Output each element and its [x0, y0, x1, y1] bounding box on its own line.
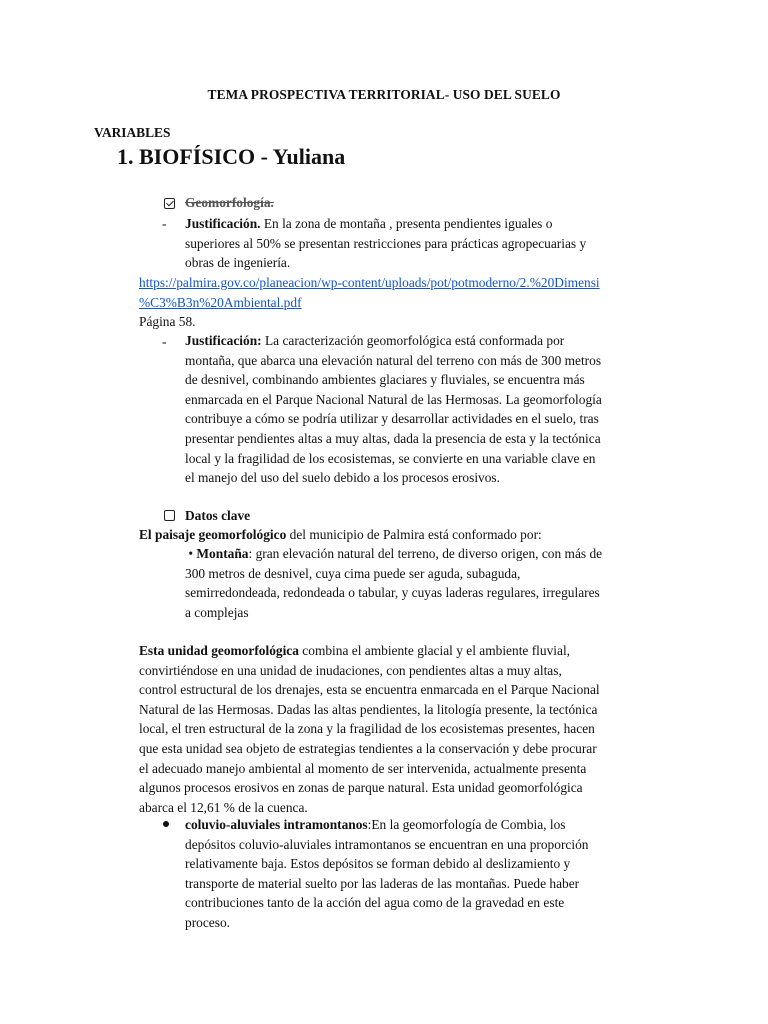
montana-line: semirredondeada, redondeada o tabular, y cuyas laderas regulares, irregulares — [185, 585, 600, 601]
source-link[interactable] — [139, 273, 699, 312]
coluvio-line: transporte de material suelto por las laderas de las montañas. Puede haber — [185, 875, 580, 891]
unidad-line: Natural de las Hermosas. Dadas las altas pendientes, la litología presente, la tectónica — [139, 701, 598, 717]
montana-bold: Montaña — [196, 546, 249, 561]
justificacion-2-line: contribuye a cómo se podría utilizar y desarrollar actividades en el suelo, tras — [185, 411, 599, 427]
justificacion-1-label: Justificación. — [185, 216, 261, 231]
montana-line: : gran elevación natural del terreno, de diverso origen, con más de — [248, 546, 603, 561]
coluvio-line: proceso. — [185, 914, 230, 930]
unidad-line: control estructural de los drenajes, esta se encuentra enmarcada en el Parque Nacional — [139, 682, 600, 698]
unidad-line: convirtiéndose en una unidad de inudaciones, con pendientes altas a muy altas, — [139, 662, 562, 678]
unidad-line: local, el tren estructural de la zona y la fragilidad de los ecosistemas presentes, hacen — [139, 721, 595, 737]
dash-bullet: - — [162, 216, 167, 231]
coluvio-line: contribuciones tanto de la acción del agua como de la gravedad en este — [185, 895, 565, 911]
coluvio-line: relativamente baja. Estos depósitos se forman debido al deslizamiento y — [185, 856, 571, 872]
justificacion-2-line: de desnivel, combinando ambientes glaciares y fluviales, se encuentra más — [185, 372, 585, 388]
checkbox-checked-icon[interactable] — [164, 198, 175, 209]
justificacion-1-line: superiores al 50% se presentan restricciones para prácticas agropecuarias y — [185, 235, 587, 251]
variables-label: VARIABLES — [94, 125, 171, 140]
unidad-line: que esta unidad sea objeto de estrategias tendientes a la conservación y debe procurar — [139, 740, 597, 756]
datos-clave-item: Datos clave — [185, 508, 251, 523]
page-reference: Página 58. — [139, 314, 196, 329]
geomorfologia-item: Geomorfología. — [185, 195, 274, 210]
dash-bullet: - — [162, 334, 167, 349]
montana-line: a complejas — [185, 604, 249, 620]
justificacion-2-line: montaña, que abarca una elevación natural del terreno con más de 300 metros — [185, 352, 602, 368]
unidad-line: algunos procesos erosivos en zonas de parque natural. Esta unidad geomorfológica — [139, 780, 583, 796]
section-heading: 1. BIOFÍSICO - Yuliana — [117, 144, 346, 169]
justificacion-2-line: local y la fragilidad de los ecosistemas, se convierte en una variable clave en — [185, 450, 596, 466]
montana-bullet: • — [188, 546, 197, 561]
paisaje-bold: El paisaje geomorfológico — [139, 527, 287, 542]
coluvio-line: depósitos coluvio-aluviales intramontanos se encuentran en una proporción — [185, 836, 589, 852]
justificacion-2 — [185, 331, 685, 488]
unidad-line: el adecuado manejo ambiental al momento de ser intervenida, actualmente presenta — [139, 760, 587, 776]
justificacion-1 — [185, 214, 685, 273]
unidad-bold: Esta unidad geomorfológica — [139, 643, 299, 658]
justificacion-1-line: obras de ingeniería. — [185, 255, 291, 271]
coluvio-line: :En la geomorfología de Combia, los — [367, 817, 566, 832]
unidad-line: abarca el 12,61 % de la cuenca. — [139, 799, 308, 815]
unidad-paragraph — [139, 641, 699, 817]
justificacion-2-line: el manejo del uso del suelo debido a los procesos erosivos. — [185, 470, 500, 486]
montana-paragraph — [185, 544, 685, 622]
paisaje-paragraph — [139, 525, 542, 545]
bullet-dot-icon — [163, 821, 169, 827]
paisaje-rest: del municipio de Palmira está conformado por: — [286, 527, 542, 542]
document-title: TEMA PROSPECTIVA TERRITORIAL- USO DEL SUELO — [207, 87, 561, 102]
unidad-line: combina el ambiente glacial y el ambiente fluvial, — [298, 643, 571, 658]
justificacion-2-label: Justificación: — [185, 333, 262, 348]
source-link-line[interactable]: %C3%B3n%20Ambiental.pdf — [139, 294, 302, 310]
checkbox-unchecked-icon[interactable] — [164, 510, 175, 521]
coluvio-bold: coluvio-aluviales intramontanos — [185, 817, 368, 832]
coluvio-paragraph — [185, 815, 685, 933]
justificacion-2-line: presentar pendientes altas a muy altas, dada la presencia de esta y la tectónica — [185, 430, 601, 446]
justificacion-2-line: La caracterización geomorfológica está conformada por — [261, 333, 565, 348]
montana-line: 300 metros de desnivel, cuya cima puede ser aguda, subaguda, — [185, 565, 521, 581]
source-link-line[interactable]: https://palmira.gov.co/planeacion/wp-content/uploads/pot/potmoderno/2.%20Dimensi — [139, 275, 600, 290]
justificacion-1-line: En la zona de montaña , presenta pendientes iguales o — [260, 216, 553, 231]
justificacion-2-line: enmarcada en el Parque Nacional Natural de las Hermosas. La geomorfología — [185, 391, 602, 407]
